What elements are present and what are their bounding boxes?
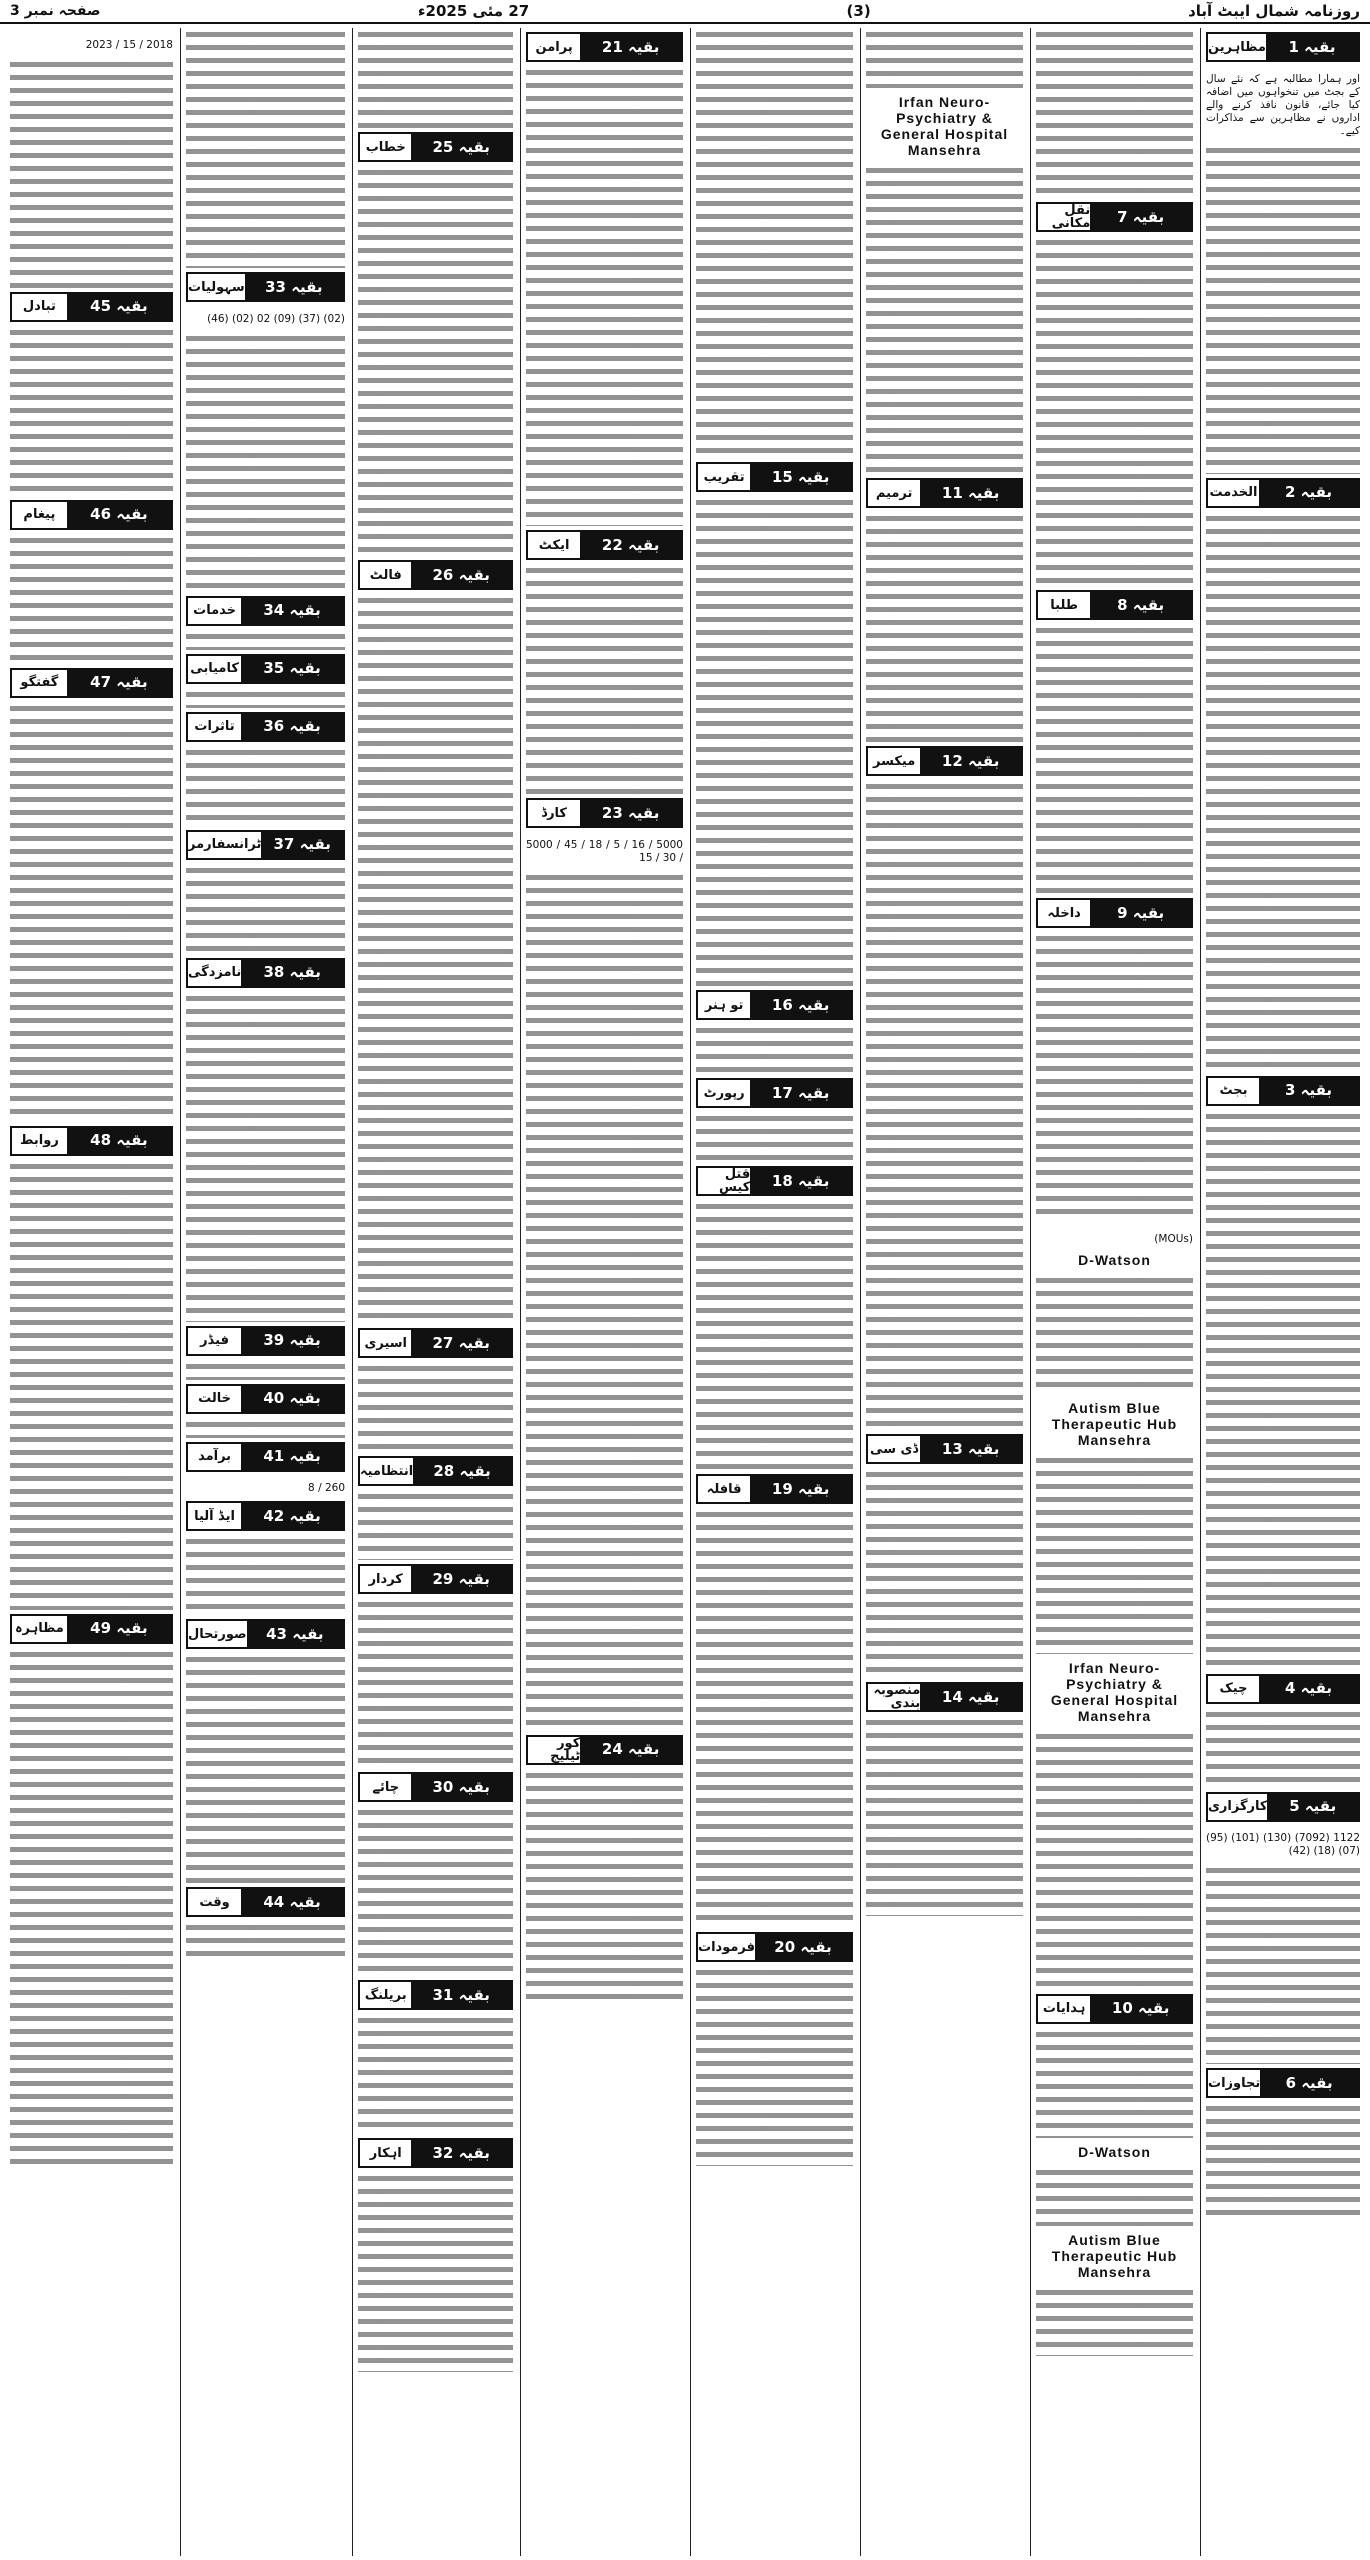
continuation-header bbox=[1036, 898, 1193, 928]
continuation-header bbox=[186, 1326, 345, 1356]
continuation-keyword: اسیری bbox=[360, 1330, 411, 1356]
continuation-header bbox=[358, 560, 513, 590]
article-body-lines bbox=[10, 1648, 173, 2168]
continuation-keyword: کارگزاری bbox=[1208, 1794, 1267, 1820]
continuation-header bbox=[866, 1434, 1023, 1464]
article-body-lines bbox=[696, 1966, 853, 2166]
column-4 bbox=[690, 28, 858, 2556]
continuation-keyword: فیڈر bbox=[188, 1328, 241, 1354]
article-body-lines bbox=[358, 2172, 513, 2372]
article-body-lines bbox=[1036, 624, 1193, 894]
continuation-header bbox=[186, 712, 345, 742]
continuation-header bbox=[696, 1078, 853, 1108]
continuation-number: بقیہ 42 bbox=[241, 1503, 343, 1529]
continuation-number: بقیہ 26 bbox=[411, 562, 511, 588]
article-body-lines bbox=[186, 1360, 345, 1380]
continuation-number: بقیہ 38 bbox=[241, 960, 343, 986]
continuation-number: بقیہ 7 bbox=[1090, 204, 1191, 230]
continuation-header bbox=[10, 1614, 173, 1644]
article-body-lines bbox=[1206, 1708, 1360, 1788]
continuation-number: بقیہ 21 bbox=[580, 34, 681, 60]
article-body-lines bbox=[1206, 1110, 1360, 1670]
continuation-number: بقیہ 28 bbox=[413, 1458, 511, 1484]
continuation-header bbox=[186, 1887, 345, 1917]
column-2 bbox=[1030, 28, 1198, 2556]
continuation-keyword: چیک bbox=[1208, 1676, 1259, 1702]
continuation-keyword: پرامن bbox=[528, 34, 580, 60]
column-3 bbox=[860, 28, 1028, 2556]
continuation-header bbox=[526, 1735, 683, 1765]
column-5 bbox=[520, 28, 688, 2556]
continuation-keyword: صورتحال bbox=[188, 1621, 247, 1647]
page-marker: (3) bbox=[846, 2, 871, 20]
continuation-number: بقیہ 46 bbox=[67, 502, 171, 528]
article-body-lines bbox=[186, 1535, 345, 1615]
article-body-lines bbox=[696, 1508, 853, 1928]
continuation-keyword: الخدمت bbox=[1208, 480, 1259, 506]
continuation-keyword: کامیابی bbox=[188, 656, 241, 682]
article-body-lines bbox=[1206, 2102, 1360, 2222]
article-body-lines bbox=[1036, 2028, 1193, 2138]
continuation-header bbox=[1206, 1076, 1360, 1106]
continuation-number: بقیہ 17 bbox=[750, 1080, 851, 1106]
article-body-lines bbox=[1206, 144, 1360, 474]
continuation-header bbox=[358, 1772, 513, 1802]
article-body-lines bbox=[696, 1112, 853, 1162]
continuation-keyword: تبادل bbox=[12, 294, 67, 320]
continuation-keyword: فرمودات bbox=[698, 1934, 755, 1960]
continuation-header bbox=[866, 478, 1023, 508]
continuation-number: بقیہ 37 bbox=[261, 832, 343, 858]
continuation-keyword: چائے bbox=[360, 1774, 411, 1800]
continuation-number: بقیہ 2 bbox=[1259, 480, 1358, 506]
continuation-header bbox=[358, 2138, 513, 2168]
continuation-keyword: قافلہ bbox=[698, 1476, 750, 1502]
continuation-keyword: ہدایات bbox=[1038, 1996, 1090, 2022]
continuation-header bbox=[1206, 478, 1360, 508]
article-body-lines bbox=[10, 1160, 173, 1610]
continuation-number: بقیہ 10 bbox=[1090, 1996, 1191, 2022]
continuation-keyword: منصوبہ بندی bbox=[868, 1684, 920, 1710]
continuation-keyword: وقت bbox=[188, 1889, 241, 1915]
article-body-lines bbox=[358, 1598, 513, 1768]
continuation-number: بقیہ 14 bbox=[920, 1684, 1021, 1710]
continuation-keyword: روابط bbox=[12, 1128, 67, 1154]
continuation-number: بقیہ 23 bbox=[580, 800, 681, 826]
column-8 bbox=[5, 28, 178, 2556]
continuation-number: بقیہ 24 bbox=[580, 1737, 681, 1763]
continuation-number: بقیہ 39 bbox=[241, 1328, 343, 1354]
continuation-keyword: سہولیات bbox=[188, 274, 245, 300]
article-body-lines bbox=[358, 1806, 513, 1976]
article-body-lines bbox=[696, 1200, 853, 1470]
continuation-header bbox=[696, 1932, 853, 1962]
continuation-header bbox=[1206, 1674, 1360, 1704]
continuation-header bbox=[1206, 32, 1360, 62]
continuation-number: بقیہ 41 bbox=[241, 1444, 343, 1470]
continuation-header bbox=[866, 1682, 1023, 1712]
continuation-keyword: ایڈ آلیا bbox=[188, 1503, 241, 1529]
article-text: (02) (37) (09) 02 (02) (46) bbox=[207, 312, 345, 325]
continuation-number: بقیہ 34 bbox=[241, 598, 343, 624]
article-body-lines bbox=[358, 1362, 513, 1452]
article-body-lines bbox=[1036, 1454, 1193, 1654]
article-body-lines bbox=[1036, 2286, 1193, 2356]
continuation-keyword: ترمیم bbox=[868, 480, 920, 506]
article-body-lines bbox=[866, 1716, 1023, 1916]
article-body-lines bbox=[866, 28, 1023, 88]
continuation-number: بقیہ 15 bbox=[750, 464, 851, 490]
article-text: 260 / 8 bbox=[308, 1482, 345, 1494]
english-name-block: Autism Blue Therapeutic Hub Mansehra bbox=[1051, 2231, 1178, 2280]
continuation-keyword: اہکار bbox=[360, 2140, 411, 2166]
continuation-header bbox=[186, 1501, 345, 1531]
continuation-keyword: خالت bbox=[188, 1386, 241, 1412]
continuation-header bbox=[696, 1474, 853, 1504]
continuation-number: بقیہ 27 bbox=[411, 1330, 511, 1356]
continuation-keyword: طلبا bbox=[1038, 592, 1090, 618]
continuation-number: بقیہ 20 bbox=[755, 1934, 851, 1960]
article-text: 5000 / 16 / 5 / 18 / 45 / 5000 / 30 / 15 bbox=[526, 838, 683, 864]
article-text: (MOUs) bbox=[1154, 1232, 1193, 1245]
continuation-number: بقیہ 40 bbox=[241, 1386, 343, 1412]
continuation-number: بقیہ 45 bbox=[67, 294, 171, 320]
column-7 bbox=[180, 28, 350, 2556]
article-body-lines bbox=[526, 1769, 683, 1999]
article-body-lines bbox=[358, 594, 513, 1324]
article-body-lines bbox=[526, 66, 683, 526]
continuation-keyword: نقل مکانی bbox=[1038, 204, 1090, 230]
continuation-header bbox=[696, 1166, 853, 1196]
continuation-keyword: ڈی سی bbox=[868, 1436, 920, 1462]
column-1 bbox=[1200, 28, 1365, 2556]
continuation-number: بقیہ 36 bbox=[241, 714, 343, 740]
continuation-header bbox=[358, 1980, 513, 2010]
continuation-number: بقیہ 35 bbox=[241, 656, 343, 682]
continuation-header bbox=[696, 990, 853, 1020]
english-name-block: Irfan Neuro-Psychiatry & General Hospital Mansehra bbox=[880, 94, 1009, 158]
continuation-number: بقیہ 43 bbox=[247, 1621, 343, 1647]
continuation-header bbox=[10, 292, 173, 322]
continuation-header bbox=[696, 462, 853, 492]
article-body-lines bbox=[1036, 2166, 1193, 2226]
continuation-keyword: کارڈ bbox=[528, 800, 580, 826]
continuation-number: بقیہ 6 bbox=[1260, 2070, 1358, 2096]
continuation-number: بقیہ 47 bbox=[67, 670, 171, 696]
article-body-lines bbox=[186, 864, 345, 954]
continuation-number: بقیہ 9 bbox=[1090, 900, 1191, 926]
continuation-number: بقیہ 31 bbox=[411, 1982, 511, 2008]
continuation-header bbox=[186, 1442, 345, 1472]
article-body-lines bbox=[186, 688, 345, 708]
continuation-keyword: رپورٹ bbox=[698, 1080, 750, 1106]
continuation-keyword: مظاہرہ bbox=[12, 1616, 67, 1642]
continuation-number: بقیہ 18 bbox=[750, 1168, 851, 1194]
continuation-header bbox=[1036, 1994, 1193, 2024]
continuation-header bbox=[186, 1619, 345, 1649]
continuation-header bbox=[1206, 1792, 1360, 1822]
issue-date: 27 مئی 2025ء bbox=[417, 2, 530, 20]
continuation-header bbox=[358, 1456, 513, 1486]
article-body-lines bbox=[10, 326, 173, 496]
masthead bbox=[0, 0, 1370, 24]
article-body-lines bbox=[186, 630, 345, 650]
continuation-header bbox=[1206, 2068, 1360, 2098]
continuation-header bbox=[186, 958, 345, 988]
continuation-keyword: فالٹ bbox=[360, 562, 411, 588]
continuation-number: بقیہ 13 bbox=[920, 1436, 1021, 1462]
continuation-number: بقیہ 22 bbox=[580, 532, 681, 558]
continuation-number: بقیہ 4 bbox=[1259, 1676, 1358, 1702]
continuation-keyword: قتل کیس bbox=[698, 1168, 750, 1194]
article-body-lines bbox=[1036, 28, 1193, 198]
article-body-lines bbox=[866, 164, 1023, 474]
continuation-header bbox=[10, 1126, 173, 1156]
continuation-number: بقیہ 3 bbox=[1259, 1078, 1358, 1104]
article-body-lines bbox=[186, 28, 345, 268]
continuation-header bbox=[526, 32, 683, 62]
continuation-keyword: خطاب bbox=[360, 134, 411, 160]
page-number: صفحہ نمبر 3 bbox=[10, 3, 101, 19]
article-body-lines bbox=[526, 564, 683, 794]
continuation-keyword: بجٹ bbox=[1208, 1078, 1259, 1104]
english-name-block: Autism Blue Therapeutic Hub Mansehra bbox=[1051, 1399, 1178, 1448]
continuation-header bbox=[186, 830, 345, 860]
article-text: اور ہمارا مطالبہ ہے کہ نئے سال کے بجٹ میں تنخواہوں میں اضافہ کیا جائے، قانون نافذ کرنے والے اداروں نے مظاہرین سے مذاکرات کیے۔ bbox=[1206, 72, 1360, 137]
continuation-header bbox=[186, 1384, 345, 1414]
paper-title: روزنامہ شمال ایبٹ آباد bbox=[1188, 2, 1360, 20]
article-body-lines bbox=[696, 1024, 853, 1074]
continuation-header bbox=[10, 668, 173, 698]
continuation-keyword: پیغام bbox=[12, 502, 67, 528]
article-body-lines bbox=[696, 496, 853, 986]
article-body-lines bbox=[866, 512, 1023, 742]
article-body-lines bbox=[696, 28, 853, 458]
continuation-number: بقیہ 11 bbox=[920, 480, 1021, 506]
article-text: 1122 (7092) (130) (101) (95) (07) (18) (42) bbox=[1206, 1832, 1361, 1857]
continuation-number: بقیہ 49 bbox=[67, 1616, 171, 1642]
article-body-lines bbox=[186, 746, 345, 826]
continuation-keyword: کردار bbox=[360, 1566, 411, 1592]
continuation-header bbox=[186, 654, 345, 684]
article-body-lines bbox=[1206, 512, 1360, 1072]
continuation-header bbox=[186, 272, 345, 302]
continuation-number: بقیہ 44 bbox=[241, 1889, 343, 1915]
continuation-keyword: نامزدگی bbox=[188, 960, 241, 986]
article-body-lines bbox=[10, 58, 173, 288]
continuation-number: بقیہ 48 bbox=[67, 1128, 171, 1154]
article-body-lines bbox=[358, 2014, 513, 2134]
article-body-lines bbox=[1206, 1864, 1360, 2064]
continuation-header bbox=[358, 1328, 513, 1358]
article-body-lines bbox=[866, 780, 1023, 1430]
continuation-header bbox=[10, 500, 173, 530]
continuation-keyword: بریلنگ bbox=[360, 1982, 411, 2008]
continuation-number: بقیہ 16 bbox=[750, 992, 851, 1018]
continuation-keyword: میکسر bbox=[868, 748, 920, 774]
article-body-lines bbox=[358, 166, 513, 556]
continuation-header bbox=[866, 746, 1023, 776]
article-body-lines bbox=[1036, 932, 1193, 1222]
continuation-keyword: تجاوزات bbox=[1208, 2070, 1260, 2096]
article-body-lines bbox=[10, 534, 173, 664]
continuation-keyword: مظاہرین bbox=[1208, 34, 1266, 60]
continuation-number: بقیہ 19 bbox=[750, 1476, 851, 1502]
continuation-number: بقیہ 25 bbox=[411, 134, 511, 160]
article-body-lines bbox=[186, 1653, 345, 1883]
continuation-header bbox=[526, 530, 683, 560]
article-body-lines bbox=[1036, 236, 1193, 586]
continuation-keyword: خدمات bbox=[188, 598, 241, 624]
article-body-lines bbox=[186, 332, 345, 592]
column-6 bbox=[352, 28, 518, 2556]
english-name-block: D-Watson bbox=[1078, 2143, 1151, 2160]
continuation-header bbox=[358, 1564, 513, 1594]
continuation-number: بقیہ 33 bbox=[245, 274, 343, 300]
continuation-keyword: برآمد bbox=[188, 1444, 241, 1470]
continuation-keyword: کور ٹیلیج bbox=[528, 1737, 580, 1763]
article-body-lines bbox=[866, 1468, 1023, 1678]
continuation-header bbox=[1036, 590, 1193, 620]
continuation-keyword: تقریب bbox=[698, 464, 750, 490]
continuation-keyword: تو ہنر bbox=[698, 992, 750, 1018]
continuation-header bbox=[186, 596, 345, 626]
continuation-header bbox=[1036, 202, 1193, 232]
article-body-lines bbox=[186, 1921, 345, 1961]
continuation-number: بقیہ 12 bbox=[920, 748, 1021, 774]
continuation-number: بقیہ 32 bbox=[411, 2140, 511, 2166]
continuation-keyword: ٹرانسفارمر bbox=[188, 832, 261, 858]
continuation-keyword: انتظامیہ bbox=[360, 1458, 413, 1484]
continuation-number: بقیہ 5 bbox=[1267, 1794, 1358, 1820]
continuation-number: بقیہ 30 bbox=[411, 1774, 511, 1800]
continuation-keyword: ایکٹ bbox=[528, 532, 580, 558]
article-body-lines bbox=[1036, 1730, 1193, 1990]
article-body-lines bbox=[358, 1490, 513, 1560]
article-body-lines bbox=[1036, 1274, 1193, 1394]
continuation-keyword: داخلہ bbox=[1038, 900, 1090, 926]
continuation-keyword: گفتگو bbox=[12, 670, 67, 696]
article-body-lines bbox=[358, 28, 513, 128]
article-body-lines bbox=[186, 1418, 345, 1438]
article-body-lines bbox=[526, 871, 683, 1731]
continuation-header bbox=[358, 132, 513, 162]
english-name-block: Irfan Neuro-Psychiatry & General Hospital Mansehra bbox=[1050, 1659, 1179, 1724]
continuation-number: بقیہ 1 bbox=[1266, 34, 1358, 60]
article-body-lines bbox=[10, 702, 173, 1122]
continuation-keyword: تاثرات bbox=[188, 714, 241, 740]
article-body-lines bbox=[186, 992, 345, 1322]
continuation-number: بقیہ 8 bbox=[1090, 592, 1191, 618]
english-name-block: D-Watson bbox=[1078, 1251, 1151, 1268]
continuation-header bbox=[526, 798, 683, 828]
continuation-number: بقیہ 29 bbox=[411, 1566, 511, 1592]
article-text: 2018 / 15 / 2023 bbox=[85, 38, 173, 51]
